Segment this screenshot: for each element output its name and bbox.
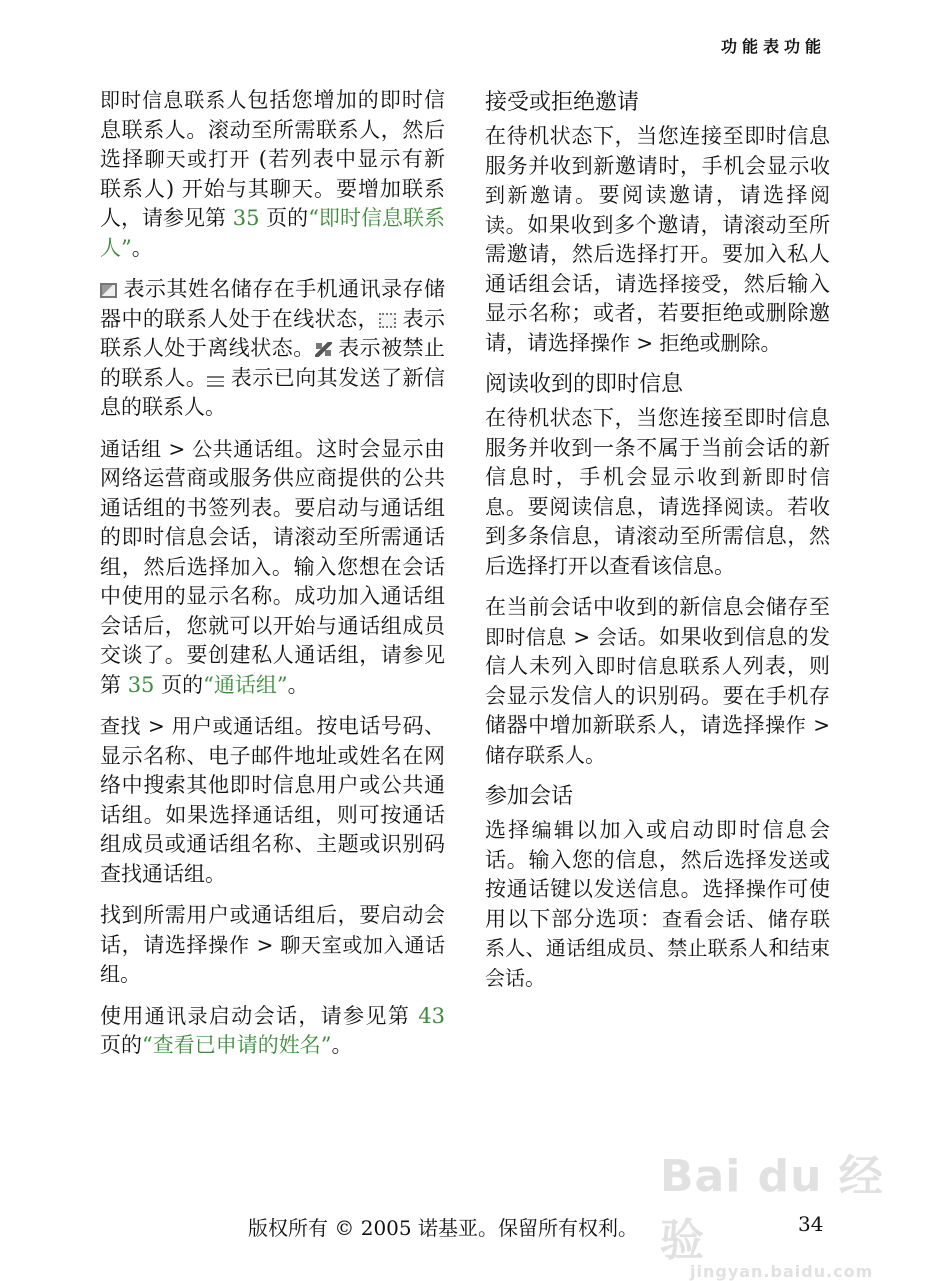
body-text: 包括您增加的即时信息联系人。滚动至所需联系人，然后选择 bbox=[100, 88, 446, 171]
body-text: 页的 bbox=[154, 672, 204, 697]
paragraph bbox=[100, 435, 445, 701]
menu-term: 通话组 > 公共通话组 bbox=[100, 436, 295, 461]
menu-term: 查找 > 用户或通话组 bbox=[100, 714, 295, 738]
body-text: 表示已向其发送了新信息的联系人。 bbox=[100, 365, 446, 419]
section-header: 功能表功能 bbox=[720, 37, 826, 56]
paragraph bbox=[100, 712, 445, 889]
menu-term: 收到新即时信息 bbox=[485, 465, 831, 519]
contact-msg-icon bbox=[207, 376, 224, 387]
body-text: 。 bbox=[131, 235, 153, 260]
section-heading: 接受或拒绝邀请 bbox=[485, 90, 640, 115]
menu-term: 通话组 bbox=[252, 802, 316, 827]
cross-reference-link[interactable]: 35 bbox=[127, 672, 155, 697]
body-text: 。这时会显示由网络运营商或服务供应商提供的公共通话组的书签列表。要启动与通话组的即时信息会话，请滚动至所需通话组，然后选择 bbox=[100, 436, 445, 579]
contact-offline-icon bbox=[379, 313, 396, 328]
body-text: 。按电话号码、显示名称、电子邮件地址或姓名在网络中搜索其他即时信息用户或公共通话组。如果选择 bbox=[100, 714, 445, 827]
body-text: 。要加入私人通话组会话，请选择 bbox=[485, 242, 831, 296]
body-text: 在当前会话中收到的新信息会储存至 bbox=[485, 595, 830, 619]
body-text: 。 bbox=[331, 1033, 353, 1057]
menu-term: 阅读 bbox=[723, 494, 766, 519]
body-text: 以加入或启动即时信息会话。输入您的信息，然后选择 bbox=[485, 818, 831, 872]
body-text: 使用 bbox=[100, 1003, 145, 1028]
paragraph bbox=[100, 901, 445, 990]
body-text: 表示被禁止的联系人。 bbox=[100, 336, 446, 390]
body-text: 页的 bbox=[259, 206, 309, 230]
body-text: 选择 bbox=[485, 818, 532, 842]
body-text: 。要阅读邀请，请选择 bbox=[575, 183, 810, 207]
copyright-footer: 版权所有 © 2005 诺基亚。保留所有权利。 bbox=[248, 1216, 638, 1240]
cross-reference-link[interactable]: “查看已申请的姓名” bbox=[142, 1033, 332, 1057]
paragraph bbox=[485, 122, 830, 358]
body-text: 。如果收到多个邀请，请滚动至所需邀请，然后选择 bbox=[485, 212, 831, 266]
cross-reference-link[interactable]: “通话组” bbox=[203, 672, 288, 697]
body-text: 启动会话，请参见第 bbox=[208, 1003, 419, 1028]
body-text: 。若收到多条信息，请滚动至所需信息，然后选择 bbox=[485, 494, 831, 578]
menu-term: 通讯录 bbox=[144, 1003, 209, 1028]
page-number: 34 bbox=[798, 1212, 824, 1236]
body-text: 。要阅读信息，请选择 bbox=[505, 494, 724, 519]
paragraph bbox=[100, 86, 445, 263]
menu-term: 即时信息联系人 bbox=[595, 654, 743, 678]
body-text: 表示联系人处于离线状态。 bbox=[100, 306, 446, 360]
menu-term: 结束会话 bbox=[485, 936, 830, 990]
menu-term: 发送 bbox=[767, 847, 810, 872]
body-text: 。 bbox=[287, 672, 309, 697]
menu-term: 收到新邀请 bbox=[485, 153, 830, 207]
body-text: 以查看该信息。 bbox=[588, 553, 735, 578]
watermark-url: jingyan.baidu.com bbox=[690, 1262, 874, 1281]
menu-term: 加入 bbox=[230, 554, 272, 579]
menu-term: 打开 bbox=[658, 242, 701, 266]
menu-term: 操作 > 聊天室或加入通话组 bbox=[100, 932, 445, 986]
menu-term: 聊天或打开 bbox=[144, 147, 251, 171]
body-text: 。如果收到信息的发信人未列入 bbox=[485, 624, 830, 678]
paragraph bbox=[485, 404, 830, 581]
body-text: (若列表中显示有新联系人) 开始与其聊天。要增加联系人，请参见第 bbox=[100, 147, 446, 230]
menu-term: 阅读 bbox=[485, 183, 830, 237]
body-text: 可使用以下部分选项： bbox=[485, 877, 831, 931]
right-column bbox=[485, 86, 830, 1005]
body-text: 。 bbox=[120, 962, 141, 986]
paragraph bbox=[485, 816, 830, 993]
baidu-watermark-logo bbox=[660, 1140, 926, 1281]
menu-term: 操作 bbox=[745, 877, 788, 901]
body-text: 。输入您想在会话中使用的显示名称。成功加入通话组会话后，您就可以开始与通话组成员交谈了。要创建私人通话组，请参见第 bbox=[100, 554, 446, 697]
body-text: 列表，则会显示发信人的识别码。要在手机存储器中增加新联系人，请选择 bbox=[485, 654, 831, 737]
body-text: 在待机状态下，当您连接至即时信息服务并收到新邀请时，手机会显示 bbox=[485, 124, 830, 178]
section-heading: 参加会话 bbox=[485, 784, 574, 809]
body-text: 表示其姓名储存在手机通讯录存储器中的联系人处于在线状态， bbox=[100, 277, 445, 331]
body-text: 。 bbox=[760, 330, 782, 355]
contact-blocked-icon bbox=[315, 342, 332, 357]
watermark-logo: Bai du 经验 bbox=[660, 1151, 884, 1266]
paragraph bbox=[100, 1002, 445, 1061]
cross-reference-link[interactable]: 35 bbox=[232, 206, 260, 230]
body-text: 和 bbox=[768, 936, 790, 960]
menu-term: 打开 bbox=[548, 553, 588, 578]
menu-term: 即时信息 > 会话 bbox=[485, 624, 638, 649]
body-text: 或按通话键以发送信息。选择 bbox=[485, 847, 831, 901]
paragraph bbox=[485, 593, 830, 770]
contact-online-icon bbox=[100, 283, 117, 298]
menu-term: 删除 bbox=[720, 330, 761, 355]
cross-reference-link[interactable]: “即时信息联系人” bbox=[100, 206, 445, 260]
body-text: 在待机状态下，当您连接至即时信息服务并收到一条不属于当前会话的新信息时，手机会显示 bbox=[485, 406, 830, 489]
menu-term: 操作 > 拒绝 bbox=[590, 330, 700, 355]
body-text: 页的 bbox=[100, 1033, 142, 1057]
menu-term: 查看会话、储存联系人、通话组成员、禁止联系人 bbox=[485, 906, 831, 960]
body-text: 。 bbox=[525, 965, 546, 990]
body-text: ，然后输入显示名称；或者，若要拒绝或删除邀请，请选择 bbox=[485, 271, 831, 355]
menu-term: 接受 bbox=[680, 271, 723, 296]
body-text: 找到所需用户或通话组后，要启动会话，请选择 bbox=[100, 903, 445, 957]
menu-term: 编辑 bbox=[531, 818, 577, 842]
menu-term: 操作 > 储存联系人 bbox=[485, 713, 830, 767]
body-text: 或 bbox=[699, 330, 721, 355]
section-heading: 阅读收到的即时信息 bbox=[485, 372, 684, 397]
cross-reference-link[interactable]: 43 bbox=[418, 1003, 446, 1028]
paragraph bbox=[100, 275, 445, 423]
left-column bbox=[100, 86, 445, 1073]
body-text: 。 bbox=[585, 742, 606, 767]
menu-term: 即时信息联系人 bbox=[100, 88, 248, 112]
body-text: ，则可按通话组成员或通话组名称、主题或识别码查找通话组。 bbox=[100, 802, 446, 886]
